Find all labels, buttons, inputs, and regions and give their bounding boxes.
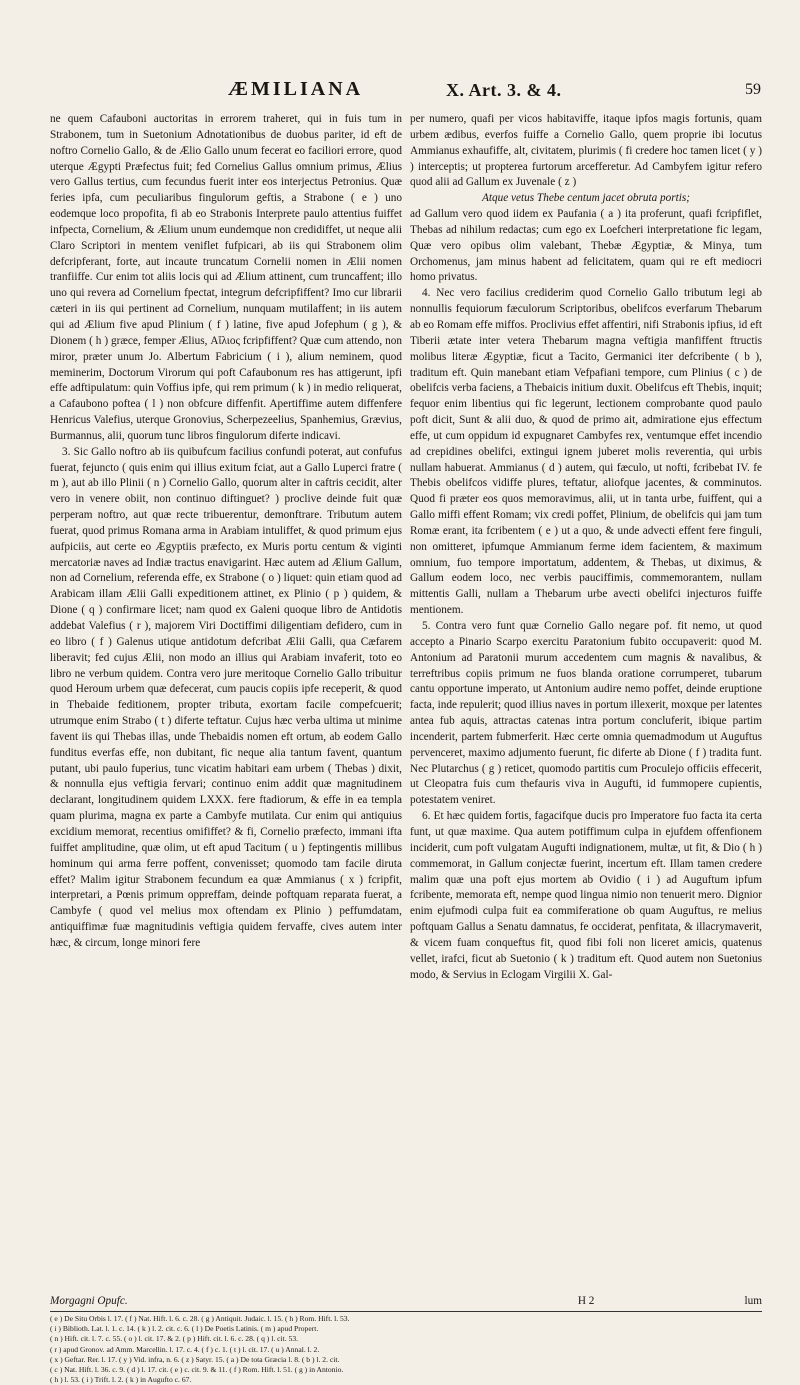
footnote-line: ( i ) Biblioth. Lat. l. 1. c. 14. ( k ) l. 2. cit. c. 6. ( l ) De Poetis Latinis. ( m ) apud Propert. (50, 1324, 319, 1334)
paragraph: 3. Sic Gallo noftro ab iis quibufcum facilius confundi poterat, aut confufus fuerat, fejuncto ( quis enim qui illius exitum fciat, aut a Gallo Luperci fratre ( m ), aut ab illo Plinii ( n ) Cornelio Gallo, quorum alter in caftris cecidit, alter vero in venere obiit, non continuo diftinguet? ) proclive deinde fuit quæ perperam noftro, aut quæ recte tribuerentur, demonftrare. Tributum autem fuerat, quod primus Romana arma in Arabiam intuliffet, & quod primum ejus aufpiciis, aut certe eo Ægyptiis præfecto, ex Muris portu centum & viginti mercatoriæ naves ad Indiæ tractus enavigarint. Hæc autem ad Ælium Gallum, non ad Cornelium, referenda effe, ex Strabone ( o ) liquet: quin etiam quod ad Arabicam illam Ælii Galli expeditionem attinet, ex Plinio ( p ) quidem, & Dione ( q ) confirmare licet; nam quod ex Galeni quoque libro de Antidotis addebat Valefius ( r ), majorem Viri Doctiffimi diligentiam defidero, cum in eo libro ( f ) Galenus utique antidotum defcribat Ælii Galli, qua Cæfarem liberavit; fed cujus Ælii, non modo an illius qui Arabiam invaferit, toto eo libro ne verbum quidem. Contra vero jure meritoque Cornelio Gallo tribuitur quod Heroum urbem quæ defecerat, cum paucis copiis ipfe receperit, & quod in Thebaide feditionem, propter tributa, exortam facile compefcuerit; utrumque enim Strabo ( t ) diferte teftatur. Cujus hæc verba ultima ut minime favent iis qui Thebas illas, unde Thebaidis nomen eft ortum, ab eodem Gallo funditus everfas effe, non dubitant, fic neque alia tantum favent, quantum putant, ubi paulo fuperius, tunc vicatim habitari eam urbem ( Thebas ) dixit, & nonnulla ejus veftigia fervari; continuo enim addit quæ magnitudinem declarant, longitudinem quidem LXXX. fere ftadiorum, & effe in ea templa quam plurima, magna ex parte a Cambyfe mutilata. Cur enim qui antiquius excidium memorat, recentius omififfet? & fi, Cornelio præfecto, immani ifta fuiffet amplitudine, quæ olim, ut eft apud Tacitum ( u ) feptingentis millibus hominum qui arma ferre poffent, convenisset; quomodo tam facile diruta effet? Malim igitur Strabonem fecundum ea quæ Ammianus ( x ) fcripfit, interpretari, a Pœnis primum oppreffam, deinde poftquam reparata fuerat, a Cambyfe ( quod vel melius mox oftendam ex Plinio ) peffumdatam, antiquiffimæ fuæ magnitudinis veftigia quidem fervaffe, cives autem inter hæc, & circum, longe minori fere (50, 445, 402, 949)
footer-author: Morgagni Opufc. (50, 1295, 128, 1307)
verse-quote: Atque vetus Thebe centum jacet obruta portis; (481, 192, 691, 205)
page-number: 59 (745, 81, 761, 98)
signature-mark: H 2 (577, 1295, 595, 1307)
running-header (0, 78, 800, 104)
paragraph: 5. Contra vero funt quæ Cornelio Gallo negare pof. fit nemo, ut quod accepto a Pinario Scarpo exercitu Paratonium fubito occupaverit: quod M. Antonium ad Paratonii murum accedentem cum magnis & navalibus, & terreftribus copiis primum ne fuos blanda oratione corrumperet, tubarum cantu opportune imperato, ut Antonium audire nemo poffet, deinde eruptione facta, inde repulerit; quod illius naves in portum illexerit, moxque per latentes antea fub aquis, attractas catenas intra portum concluferit, ibique partim incenderit, partem fubmerferit. Hæc certe omnia quemadmodum ut Auguftus pervenceret, maximo adjumento fuerunt, fic diferte ab Dione ( f ) tradita funt. Nec Plutarchus ( g ) reticet, quomodo partitis cum Proculejo officiis effecerit, ut Cleopatra fuis cum thefauris viva in Augufti, id fummopere cupientis, potestatem veniret. (410, 620, 762, 807)
footnote-line: ( n ) Hift. cit. l. 7. c. 55. ( o ) l. cit. 17. & 2. ( p ) Hift. cit. l. 6. c. 28. ( q ) l. cit. 53. (50, 1334, 299, 1344)
footnote-line: ( x ) Geftar. Rer. l. 17. ( y ) Vid. infra, n. 6. ( z ) Satyr. 15. ( a ) De tota Græcia l. 8. ( b ) l. 2. cit. (50, 1354, 340, 1364)
left-column (50, 112, 402, 952)
footnote-line: ( e ) De Situ Orbis l. 17. ( f ) Nat. Hift. l. 6. c. 28. ( g ) Antiquit. Judaic. l. 15. ( h ) Rom. Hift. l. 53. (50, 1314, 350, 1323)
footnotes (50, 1314, 762, 1385)
paragraph: 6. Et hæc quidem fortis, fagacifque ducis pro Imperatore fuo facta ita certa funt, ut quæ maxime. Qua autem potiffimum culpa in ejufdem offenfionem inciderit, cum poft vulgatam Augufti indignationem, multæ, ut fit, & Dio ( h ) commemorat, in Gallum conjectæ fuerint, incertum eft. Illam tamen credere malim quæ una poft ejus mortem ab Ovidio ( i ) ad Auguftum ipfum fcribente, memorata eft, nempe quod lingua nimio non tenuerit mero. Dignior enim ejufmodi culpa fuit ea commiferatione ob quam Auguftus, re melius poftquam Gallus a Senatu damnatus, fe occiderat, penfitata, & illacrymaverit, & vicem fuam conqueftus fit, quod fibi foli non liceret amicis, quatenus vellet, irafci, ficut ab Suetonio ( k ) traditum eft. Quod autem non Suetonius modo, & Servius in Eclogam Virgilii X. Gal- (410, 810, 762, 981)
header-section: X. Art. 3. & 4. (446, 80, 562, 100)
paragraph: ad Gallum vero quod iidem ex Paufania ( a ) ita proferunt, quafi fcripfiflet, Thebas ad nihilum redactas; cum ego ex Loefcheri interpretatione fic legam, Quæ vero opibus olim valebant, Thebæ Ægyptiæ, & Minya, tum Orchomenus, jam minus habent ad felicitatem, quam qui re eft mediocri homo privatus. (410, 208, 762, 284)
footnote-line: ( c ) Nat. Hift. l. 36. c. 9. ( d ) l. 17. cit. ( e ) c. cit. 9. & 11. ( f ) Rom. Hift. l. 51. ( g ) in Antonio. (50, 1365, 344, 1375)
footnote-line: ( r ) apud Gronov. ad Amm. Marcellin. l. 17. c. 4. ( f ) c. 1. ( t ) l. cit. 17. ( u ) Annal. l. 2. (50, 1344, 320, 1354)
catchword: lum (744, 1295, 762, 1307)
paragraph: 4. Nec vero facilius crediderim quod Cornelio Gallo tributum legi ab nonnullis fequiorum fæculorum Scriptoribus, obelifcos everfarum Thebarum ab eo Romam effe miffos. Proclivius effet affentiri, nifi Strabonis ipfius, id eft Tiberii ætate inter vetera Thebarum magna veftigia manfiffent ftructis molibus literæ Ægyptiæ, ficut a Tacito, Germanici iter defcribente ( b ), traditum eft. Quin manebant etiam Vefpafiani tempore, cum Plinius ( c ) de obelifcis verba faciens, a Thebaicis initium duxit. Obelifcus eft Thebis, inquit; fequor enim libentius qui fic legerunt, lectionem comprobante quod paulo poft dicit, Sunt & alii duo, & quod de primo ait, admiratione ejus effectum effe, ut cum oppidum id expugnaret Cambyfes rex, ventumque effet incendio ad crepidines obelifci, extingui ignem juberet molis reverentia, qui urbis nullam habuerat. Ammianus ( d ) autem, qui fæculo, ut nofti, fcribebat IV. fe Thebis obelifcos vidiffe plures, teftatur, aliofque jacentes, & comminutos. Quod fi præter eos quos memoravimus, alii, ut in tanta urbe, fuiffent, qui a Gallo miffi effent Romam; vix credi poffet, Plinium, de obelifcis qui jam tum Romæ erant, ita fcribentem ( e ) ut a quo, & unde advecti effent fere finguli, non omitteret, ipfumque Ammianum ferme idem facientem, & maximum omnium, fuo tempore importatum, addentem, & Thebas, ut diximus, & Gallum eodem loco, nec verbis pauciffimis, commemorantem, nullam mittentis Galli, nullam a Thebarum urbe avecti obelifci injecturos fuiffe mentionem. (410, 287, 762, 617)
footnote-rule (50, 1311, 762, 1312)
footer-line (50, 1295, 762, 1307)
footnote-line: ( h ) l. 53. ( i ) Trift. l. 2. ( k ) in Augufto c. 67. (50, 1375, 192, 1385)
right-column (410, 112, 762, 983)
paragraph: per numero, quafi per vicos habitaviffe, itaque ipfos magis fortunis, quam urbem ædibus, everfos fuiffe a Cornelio Gallo, quem proprie ibi locutus Ammianus exhaufiffe, alt, civitatem, plurimis ( fi credere hoc tamen licet ( y ) ) interceptis; ut propterea furtorum arcefferetur. Ad Cambyfem igitur refero quod alii ad Gallum ex Juvenale ( z ) (410, 113, 762, 189)
header-title: ÆMILIANA (228, 78, 364, 100)
paragraph: ne quem Cafauboni auctoritas in errorem traheret, qui in fuis tum in Strabonem, tum in Suetonium Adnotationibus de duobus pariter, id eft de noftro Cornelio Gallo, & de Ælio Gallo unum fecerat eo faciliori errore, quod uterque Ægypti Præfectus fuit; fed Cornelius Gallus omnium primus, Ælius vero Gallus tertius, cum fecundus fuerit inter eos interjectus Petronius. Quæ feries ipfa, cum peculiaribus fingulorum geftis, a Strabone ( e ) uno eodemque loco propofita, fi ab eo Strabonis Interprete paulo attentius fuiffet infpecta, Cornelium, & Ælium unum eundemque non credidiffet, ut neque alii Claro Scriptori in mentem veniflet fufpicari, ab iis qui Strabonem olim defcripferant, forte, aut incaute truncatum Cornelii nomen in Ælii nomen tranfiiffe. Cur enim tot aliis locis qui ad Ælium attinent, cum truncaffent; illo uno qui revera ad Cornelium fpectat, integrum defcripfiffent? Imo cur librarii cæteri in iis qui pertinent ad Cornelium, nunquam mutilaffent; in iis autem qui ad Ælium five apud Plinium ( f ) latine, five apud Jofephum ( g ), & Dionem ( h ) græce, femper Ælius, Αἴλιος fcripfiffent? Quæ cum attendo, non miror, præter unum Jo. Albertum Fabricium ( i ), alium neminem, quod meminerim, Doctorum Virorum qui poft Cafaubonum res has attigerunt, ipfi effe adftipulatum: quin Voffius ipfe, qui rem primum ( k ) in medio reliquerat, a Cafaubono poftea ( l ) non obfcure diffenfit. Apertiffime autem diffenfere Henricus Valefius, uterque Gronovius, Scherpezeelius, Spanhemius, Grævius, Burmannus, alii, quorum tunc libros fingulorum diferte indicavi. (50, 113, 402, 442)
